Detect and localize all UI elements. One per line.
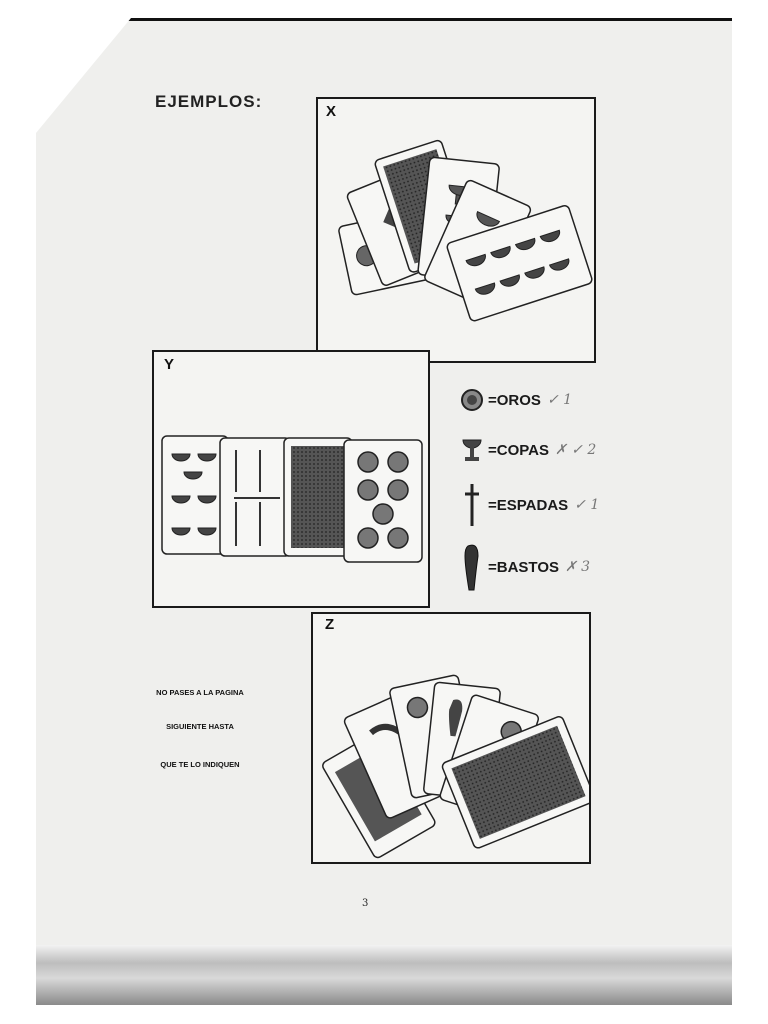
legend-copas: [460, 434, 596, 466]
example-box-z: [311, 612, 591, 864]
pencil-mark-bastos: ✗ 3: [565, 559, 591, 575]
card-y-back: [284, 438, 352, 556]
box-label-y: Y: [164, 356, 175, 373]
pencil-mark-oros: ✓ 1: [546, 392, 573, 408]
notice-line-2: SIGUIENTE HASTA: [166, 722, 234, 731]
example-box-y: [152, 350, 430, 608]
example-box-x: [316, 97, 596, 363]
scan-shadow-bottom: [36, 945, 732, 1005]
legend-text-espadas: =ESPADAS: [488, 496, 569, 514]
folded-corner: [36, 18, 131, 133]
notice-line-3: QUE TE LO INDIQUEN: [160, 760, 240, 769]
legend-oros: [460, 388, 572, 412]
card-y-oros: [344, 440, 422, 562]
page-title: EJEMPLOS:: [155, 92, 263, 111]
legend-text-bastos: =BASTOS: [488, 558, 559, 576]
espadas-sword-icon: [460, 482, 484, 528]
oros-coin-icon: [460, 388, 484, 412]
card-fan-z: [313, 614, 589, 862]
copas-cup-icon: [460, 434, 484, 466]
card-y-espadas: [220, 438, 290, 556]
legend-espadas: [460, 482, 599, 528]
box-label-x: X: [326, 103, 337, 120]
bastos-club-icon: [460, 542, 484, 592]
scan-border-right: [730, 0, 768, 1024]
notice-line-1: NO PASES A LA PAGINA: [156, 688, 244, 697]
legend-text-oros: =OROS: [488, 391, 541, 409]
page-number: 3: [362, 898, 369, 909]
box-label-z: Z: [325, 616, 335, 633]
card-y-copas: [162, 436, 228, 554]
legend-bastos: [460, 542, 590, 592]
legend-text-copas: =COPAS: [488, 441, 549, 459]
card-row-y: [154, 352, 428, 606]
pencil-mark-espadas: ✓ 1: [574, 497, 600, 513]
scan-border-left: [0, 0, 36, 1024]
card-fan-x: [318, 99, 594, 361]
pencil-mark-copas: ✗ ✓ 2: [555, 442, 597, 458]
